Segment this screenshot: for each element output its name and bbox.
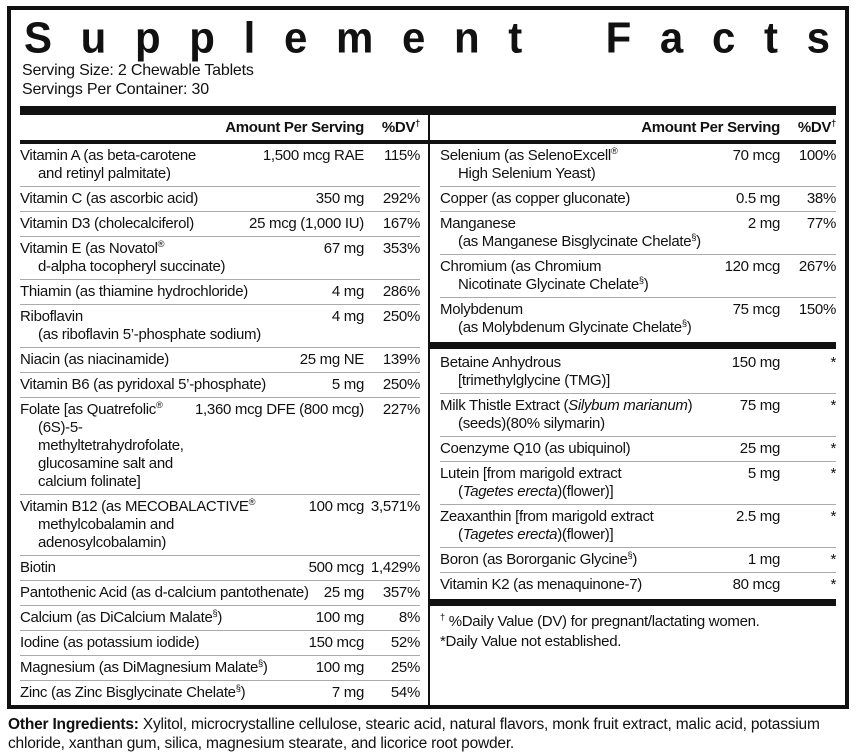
nutrient-name <box>20 684 326 702</box>
nutrient-row <box>440 144 836 186</box>
nutrient-row <box>440 572 836 597</box>
nutrient-amount: 500 mcg <box>308 559 364 576</box>
nutrient-row <box>440 547 836 572</box>
nutrient-name-line: Betaine Anhydrous <box>440 354 561 371</box>
minerals-section <box>430 144 836 340</box>
nutrient-name-line: (Tagetes erecta)(flower)] <box>458 483 614 500</box>
nutrient-name-line: (Tagetes erecta)(flower)] <box>458 526 614 543</box>
nutrient-name-line: Lutein [from marigold extract <box>440 465 622 482</box>
title-letter: l <box>243 13 256 62</box>
nutrient-name-line: Vitamin B6 (as pyridoxal 5’-phosphate) <box>20 376 266 393</box>
nutrient-dv: * <box>830 440 836 457</box>
nutrient-name-line: Molybdenum <box>440 301 523 318</box>
percent-dv-header: %DV† <box>381 118 420 136</box>
nutrient-name <box>440 576 727 594</box>
nutrient-dv: 267% <box>798 258 836 275</box>
nutrient-amount: 67 mg <box>323 240 364 257</box>
nutrient-name-line: Biotin <box>20 559 56 576</box>
nutrient-name-line: Vitamin B12 (as MECOBALACTIVE® <box>20 497 256 515</box>
footnote-divider-bar <box>430 599 836 606</box>
nutrient-name <box>440 440 734 458</box>
title-letter: S <box>24 13 53 62</box>
other-ingredients-text: Xylitol, microcrystalline cellulose, stearic acid, natural flavors, monk fruit extract, malic acid, potassium chloride, xanthan gum, silica, magnesium stearate, and licorice root powder. <box>8 716 820 752</box>
title-letter: a <box>659 13 684 62</box>
serving-size: Serving Size: 2 Chewable Tablets <box>22 62 254 79</box>
nutrient-dv: * <box>830 551 836 568</box>
nutrient-amount: 150 mg <box>731 354 780 371</box>
nutrient-name-line: High Selenium Yeast) <box>458 165 596 182</box>
nutrient-row <box>20 680 420 705</box>
nutrient-name-line: Vitamin D3 (cholecalciferol) <box>20 215 194 232</box>
right-column <box>428 115 836 705</box>
nutrient-name <box>20 498 303 552</box>
title-letter: p <box>189 13 215 62</box>
nutrient-amount: 75 mg <box>739 397 780 414</box>
left-column <box>20 115 428 705</box>
nutrient-name-line: Selenium (as SelenoExcell® <box>440 146 618 164</box>
nutrient-name-line: Folate [as Quatrefolic® <box>20 400 163 418</box>
nutrient-row <box>20 347 420 372</box>
nutrient-name-line: Vitamin E (as Novatol® <box>20 239 165 257</box>
footnotes <box>430 608 836 660</box>
nutrient-name <box>20 283 326 301</box>
nutrient-row <box>20 555 420 580</box>
nutrient-row <box>20 372 420 397</box>
nutrient-row <box>440 504 836 547</box>
footnote-dv-not-established: *Daily Value not established. <box>440 633 622 650</box>
servings-per-container: Servings Per Container: 30 <box>22 81 209 98</box>
nutrient-name-line: Nicotinate Glycinate Chelate§) <box>458 275 649 293</box>
nutrient-dv: 100% <box>798 147 836 164</box>
nutrient-row <box>20 397 420 494</box>
label-box <box>7 6 849 709</box>
nutrient-name <box>440 215 742 251</box>
nutrient-row <box>20 186 420 211</box>
nutrient-row <box>20 304 420 347</box>
footnote-dv-pregnant: † %Daily Value (DV) for pregnant/lactating women. <box>440 612 760 630</box>
left-column-header <box>20 115 428 140</box>
nutrient-amount: 25 mg <box>739 440 780 457</box>
nutrient-name-line: Thiamin (as thiamine hydrochloride) <box>20 283 248 300</box>
nutrient-amount: 70 mcg <box>732 147 780 164</box>
nutrient-name-line: Copper (as copper gluconate) <box>440 190 631 207</box>
header-thick-bar <box>20 106 836 115</box>
nutrient-row <box>20 655 420 680</box>
nutrient-row <box>20 279 420 304</box>
nutrient-name <box>20 634 303 652</box>
nutrient-row <box>440 393 836 436</box>
nutrient-amount: 350 mg <box>315 190 364 207</box>
amount-per-serving-header: Amount Per Serving <box>225 119 364 136</box>
nutrient-name <box>20 376 326 394</box>
title-letter: u <box>80 13 107 62</box>
nutrient-name-line: Coenzyme Q10 (as ubiquinol) <box>440 440 631 457</box>
nutrient-row <box>20 236 420 279</box>
nutrient-name <box>440 551 742 569</box>
nutrient-row <box>20 144 420 186</box>
nutrient-row <box>20 630 420 655</box>
nutrient-amount: 1,500 mcg RAE <box>262 147 364 164</box>
nutrient-name <box>440 258 719 294</box>
nutrient-dv: * <box>830 576 836 593</box>
nutrient-row <box>440 254 836 297</box>
nutrient-dv: 357% <box>382 584 420 601</box>
title-letter: F <box>605 13 632 62</box>
title-letter: s <box>806 13 830 62</box>
title-letter: t <box>508 13 523 62</box>
nutrient-amount: 1 mg <box>747 551 780 568</box>
other-ingredients <box>8 715 848 753</box>
nutrient-dv: 286% <box>382 283 420 300</box>
title-letter: m <box>335 13 374 62</box>
nutrient-dv: 115% <box>383 147 420 164</box>
nutrient-dv: 292% <box>382 190 420 207</box>
nutrient-dv: 52% <box>390 634 420 651</box>
nutrient-name-line: Magnesium (as DiMagnesium Malate§) <box>20 658 268 676</box>
nutrient-dv: 250% <box>382 308 420 325</box>
nutrient-name <box>440 508 730 544</box>
nutrient-row <box>20 580 420 605</box>
nutrient-name-line: Boron (as Bororganic Glycine§) <box>440 550 638 568</box>
nutrient-row <box>20 605 420 630</box>
nutrient-name-line: Niacin (as niacinamide) <box>20 351 169 368</box>
nutrient-name-line: and retinyl palmitate) <box>38 165 171 182</box>
nutrient-dv: 167% <box>382 215 420 232</box>
nutrient-name <box>20 351 294 369</box>
nutrient-dv: 77% <box>806 215 836 232</box>
title-word-gap <box>551 14 577 62</box>
nutrient-name-line: [trimethylglycine (TMG)] <box>458 372 610 389</box>
nutrient-dv: 25% <box>390 659 420 676</box>
nutrient-name <box>20 215 243 233</box>
nutrient-name <box>440 397 734 433</box>
nutrient-name <box>440 147 727 183</box>
nutrient-dv: 353% <box>382 240 420 257</box>
nutrient-name <box>440 190 730 208</box>
amount-per-serving-header: Amount Per Serving <box>641 119 780 136</box>
title-letter: e <box>401 13 426 62</box>
nutrient-amount: 25 mcg (1,000 IU) <box>249 215 364 232</box>
nutrient-amount: 150 mcg <box>308 634 364 651</box>
nutrient-dv: * <box>830 354 836 371</box>
other-ingredients-label: Other Ingredients: <box>8 716 139 733</box>
nutrient-row <box>440 351 836 393</box>
title-letter: p <box>134 13 161 62</box>
nutrient-name-line: Chromium (as Chromium <box>440 258 602 275</box>
nutrient-row <box>440 436 836 461</box>
nutrient-dv: 250% <box>382 376 420 393</box>
nutrient-name-line: Vitamin K2 (as menaquinone-7) <box>440 576 642 593</box>
nutrient-dv: 8% <box>398 609 420 626</box>
nutrient-name <box>20 659 310 677</box>
nutrient-name-line: Manganese <box>440 215 516 232</box>
nutrient-amount: 25 mg <box>323 584 364 601</box>
nutrient-name-line: methylcobalamin and adenosylcobalamin) <box>38 516 175 551</box>
nutrient-columns <box>20 115 836 705</box>
nutrient-name-line: Vitamin C (as ascorbic acid) <box>20 190 199 207</box>
nutrient-amount: 25 mg NE <box>299 351 364 368</box>
nutrient-name-line: (seeds)(80% silymarin) <box>458 415 605 432</box>
nutrient-name-line: Calcium (as DiCalcium Malate§) <box>20 608 223 626</box>
nutrient-dv: 54% <box>390 684 420 701</box>
nutrient-dv: * <box>830 397 836 414</box>
nutrient-amount: 2 mg <box>747 215 780 232</box>
nutrient-name <box>20 584 318 602</box>
nutrient-name <box>20 401 189 491</box>
nutrient-dv: * <box>830 465 836 482</box>
nutrient-name-line: (6S)-5-methyltetrahydrofolate, <box>38 419 184 454</box>
nutrient-name <box>20 147 257 183</box>
nutrient-amount: 100 mg <box>315 609 364 626</box>
title-letter: t <box>763 13 778 62</box>
nutrient-amount: 100 mcg <box>308 498 364 515</box>
nutrient-name-line: Milk Thistle Extract (Silybum marianum) <box>440 397 693 414</box>
nutrient-name-line: Vitamin A (as beta-carotene <box>20 147 196 164</box>
nutrient-dv: 139% <box>382 351 420 368</box>
nutrient-name-line: d-alpha tocopheryl succinate) <box>38 258 226 275</box>
nutrient-row <box>440 211 836 254</box>
nutrient-row <box>440 297 836 340</box>
title-letter: c <box>711 13 736 62</box>
nutrient-amount: 80 mcg <box>732 576 780 593</box>
nutrient-amount: 5 mg <box>331 376 364 393</box>
nutrient-name <box>20 190 310 208</box>
nutrient-name <box>440 301 727 337</box>
nutrient-name-line: Zinc (as Zinc Bisglycinate Chelate§) <box>20 683 246 701</box>
nutrient-name <box>20 559 303 577</box>
nutrient-name <box>20 609 310 627</box>
nutrient-name-line: Zeaxanthin [from marigold extract <box>440 508 654 525</box>
nutrient-name-line: Iodine (as potassium iodide) <box>20 634 200 651</box>
nutrient-amount: 100 mg <box>315 659 364 676</box>
nutrient-name-line: (as riboflavin 5’-phosphate sodium) <box>38 326 261 343</box>
nutrient-name-line: (as Molybdenum Glycinate Chelate§) <box>458 318 692 336</box>
nutrient-name <box>440 354 726 390</box>
nutrient-dv: 1,429% <box>370 559 420 576</box>
botanicals-section <box>430 351 836 597</box>
nutrient-dv: 38% <box>806 190 836 207</box>
nutrient-amount: 7 mg <box>331 684 364 701</box>
title-letter: n <box>453 13 480 62</box>
nutrient-amount: 0.5 mg <box>735 190 780 207</box>
nutrient-name <box>20 308 326 344</box>
nutrient-row <box>440 461 836 504</box>
section-divider-bar <box>430 342 836 349</box>
nutrient-amount: 2.5 mg <box>735 508 780 525</box>
right-column-header <box>430 115 836 140</box>
nutrient-amount: 1,360 mcg DFE (800 mcg) <box>195 401 364 418</box>
nutrient-dv: * <box>830 508 836 525</box>
nutrient-amount: 75 mcg <box>732 301 780 318</box>
nutrient-row <box>20 211 420 236</box>
left-nutrient-section <box>20 144 428 705</box>
nutrient-name-line: Riboflavin <box>20 308 83 325</box>
title-letter: e <box>283 13 308 62</box>
nutrient-dv: 150% <box>798 301 836 318</box>
nutrient-amount: 120 mcg <box>724 258 780 275</box>
nutrient-row <box>20 494 420 555</box>
percent-dv-header: %DV† <box>797 118 836 136</box>
nutrient-name <box>20 240 318 276</box>
nutrient-amount: 4 mg <box>331 283 364 300</box>
nutrient-amount: 4 mg <box>331 308 364 325</box>
title <box>20 12 836 63</box>
nutrient-name-line: (as Manganese Bisglycinate Chelate§) <box>458 232 701 250</box>
nutrient-dv: 3,571% <box>370 498 420 515</box>
nutrient-row <box>440 186 836 211</box>
nutrient-name-line: Pantothenic Acid (as d-calcium pantothenate) <box>20 584 309 601</box>
nutrient-amount: 5 mg <box>747 465 780 482</box>
nutrient-name <box>440 465 742 501</box>
nutrient-name-line: glucosamine salt and calcium folinate] <box>38 455 173 490</box>
nutrient-dv: 227% <box>382 401 420 418</box>
